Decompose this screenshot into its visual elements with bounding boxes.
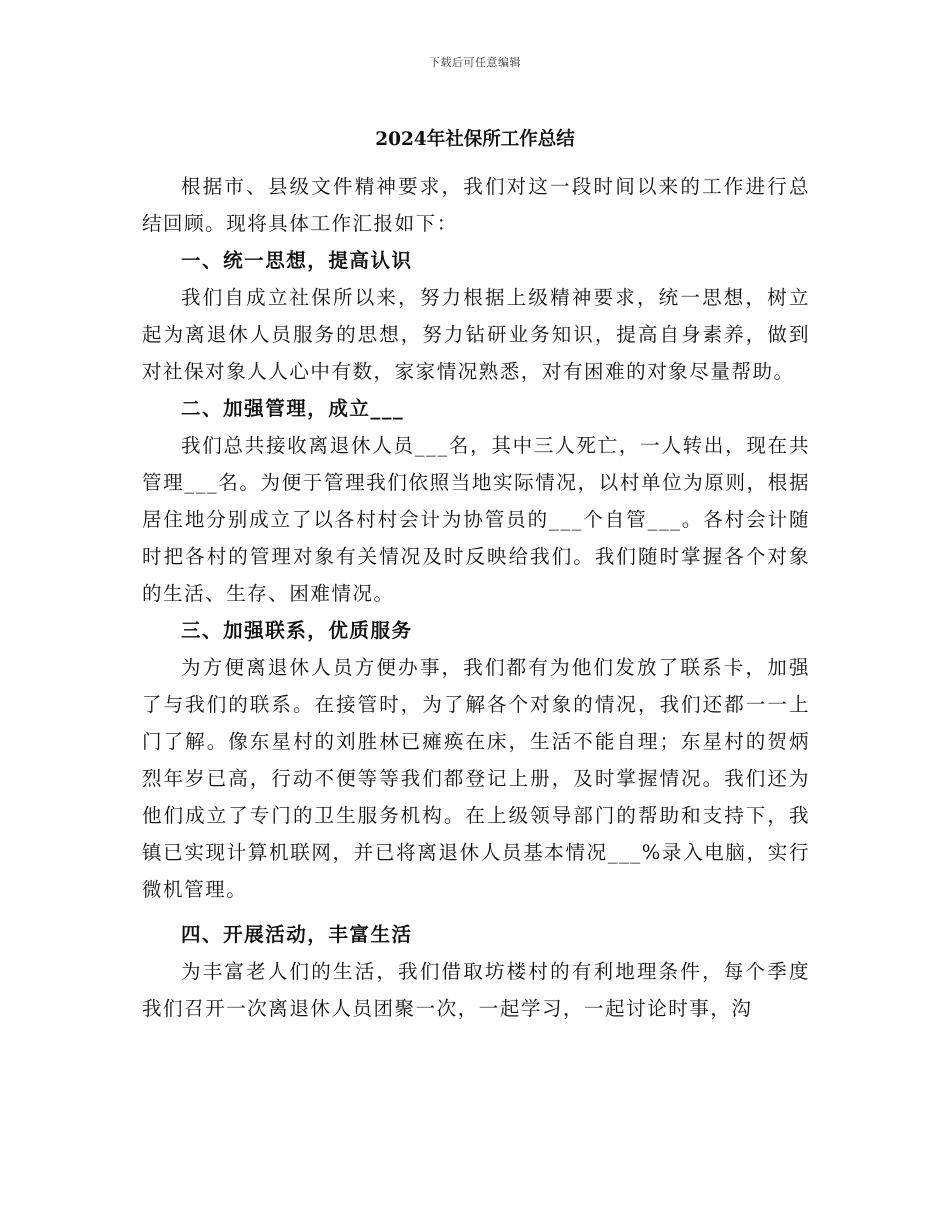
section-heading-1: 一、统一思想，提高认识 bbox=[181, 249, 413, 272]
page-header-note: 下载后可任意编辑 bbox=[429, 56, 521, 69]
section-paragraph-4: 为丰富老人们的生活，我们借取坊楼村的有利地理条件，每个季度我们召开一次离退休人员团聚一次，一起学习，一起讨论时事，沟 bbox=[142, 960, 810, 1020]
intro-paragraph: 根据市、县级文件精神要求，我们对这一段时间以来的工作进行总结回顾。现将具体工作汇报如下： bbox=[142, 175, 810, 235]
section-paragraph-1: 我们自成立社保所以来，努力根据上级精神要求，统一思想，树立起为离退休人员服务的思想，努力钻研业务知识，提高自身素养，做到对社保对象人人心中有数，家家情况熟悉，对有困难的对象尽量帮助。 bbox=[142, 286, 810, 383]
section-paragraph-3: 为方便离退休人员方便办事，我们都有为他们发放了联系卡，加强了与我们的联系。在接管时，为了解各个对象的情况，我们还都一一上门了解。像东星村的刘胜林已瘫痪在床，生活不能自理；东星村的贺炳烈年岁已高，行动不便等等我们都登记上册，及时掌握情况。我们还为他们成立了专门的卫生服务机构。在上级领导部门的帮助和支持下，我镇已实现计算机联网，并已将离退休人员基本情况___%录入电脑，实行微机管理。 bbox=[142, 656, 810, 901]
section-paragraph-2: 我们总共接收离退休人员___名，其中三人死亡，一人转出，现在共管理___名。为便于管理我们依照当地实际情况，以村单位为原则，根据居住地分别成立了以各村村会计为协管员的___个自管___。各村会计随时把各村的管理对象有关情况及时反映给我们。我们随时掌握各个对象的生活、生存、困难情况。 bbox=[142, 434, 810, 605]
document-body bbox=[142, 168, 810, 1027]
document-title: 2024年社保所工作总结 bbox=[375, 129, 575, 150]
section-heading-4: 四、开展活动，丰富生活 bbox=[181, 923, 413, 946]
section-spacer bbox=[142, 908, 810, 916]
section-heading-3: 三、加强联系，优质服务 bbox=[181, 619, 413, 642]
section-heading-2: 二、加强管理，成立___ bbox=[181, 397, 405, 420]
